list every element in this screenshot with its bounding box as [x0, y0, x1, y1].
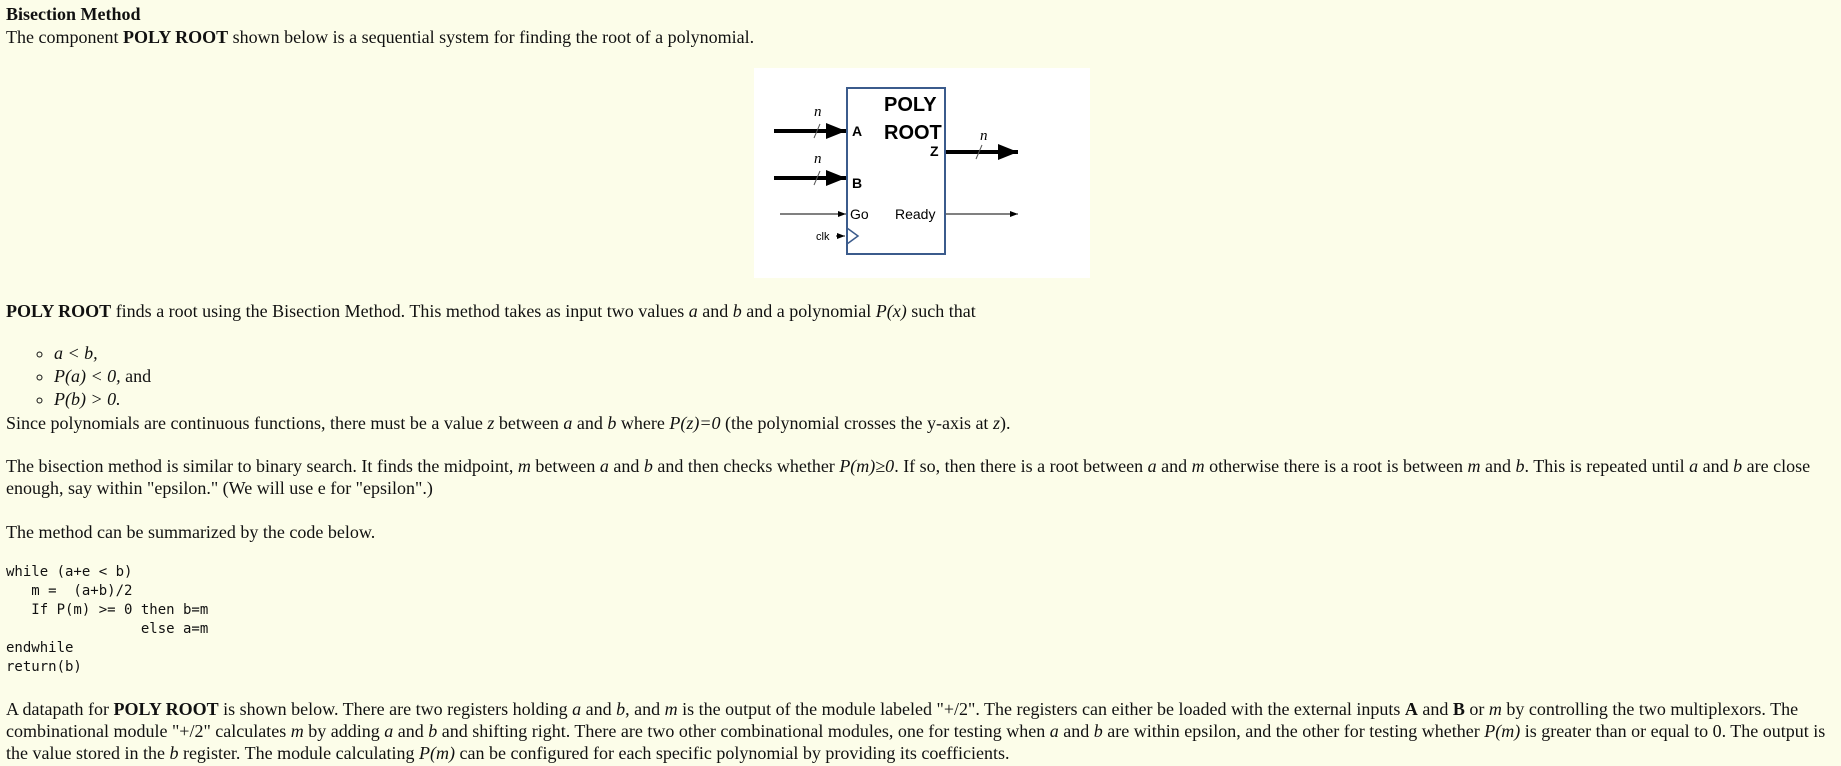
text-run: where: [616, 413, 670, 433]
var-a: a: [1147, 456, 1157, 476]
datapath-paragraph: [6, 698, 1836, 764]
text-run: and: [1156, 456, 1192, 476]
input-a-width-label: n: [814, 104, 822, 120]
intro-paragraph: [6, 26, 754, 48]
input-b-name: B: [1452, 699, 1465, 719]
bisection-description-paragraph: [6, 455, 1836, 499]
text-run: . If so, then there is a root between: [894, 456, 1148, 476]
text-run: or: [1464, 699, 1489, 719]
text-run: and a polynomial: [741, 301, 876, 321]
input-b-width-label: n: [814, 151, 822, 167]
output-z-width-label: n: [980, 128, 988, 144]
var-z: z: [992, 413, 1000, 433]
var-b: b: [169, 743, 179, 763]
var-b: b: [1093, 721, 1103, 741]
port-go-label: Go: [850, 206, 869, 222]
condition-suffix: and: [120, 366, 152, 386]
text-run: and: [1480, 456, 1516, 476]
text-run: and: [572, 413, 608, 433]
text-run: and: [393, 721, 429, 741]
var-a: a: [563, 413, 573, 433]
var-m: m: [664, 699, 678, 719]
text-run: , and: [625, 699, 665, 719]
block-title-line1: POLY: [884, 94, 937, 116]
text-run: can be configured for each specific polynomial by providing its coefficients.: [455, 743, 1010, 763]
text-run: are within epsilon, and the other for testing whether: [1102, 721, 1485, 741]
text-run: are close enough, say within "epsilon." (We will use e for "epsilon".): [6, 456, 1811, 498]
text-run: finds a root using the Bisection Method. This method takes as input two values: [111, 301, 689, 321]
intro-component-name: POLY ROOT: [122, 27, 229, 47]
var-b: b: [1515, 456, 1525, 476]
text-run: and: [581, 699, 617, 719]
var-a: a: [688, 301, 698, 321]
clk-label: clk: [816, 231, 830, 243]
var-a: a: [599, 456, 609, 476]
text-run: by adding: [303, 721, 385, 741]
var-b: b: [732, 301, 742, 321]
block-title-line2: ROOT: [884, 122, 942, 144]
port-ready-label: Ready: [895, 206, 936, 222]
conditions-list: [6, 342, 151, 411]
text-run: and: [1417, 699, 1453, 719]
method-intro-paragraph: [6, 300, 976, 322]
expr-pm: P(m): [1484, 721, 1521, 741]
var-m: m: [1191, 456, 1205, 476]
list-item: [54, 388, 151, 411]
text-run: between: [530, 456, 600, 476]
port-b-label: B: [852, 175, 863, 191]
text-run: and then checks whether: [652, 456, 840, 476]
text-run: by controlling the two multiplexors. The combinational module "+/2" calculates: [6, 699, 1799, 741]
text-run: and: [1058, 721, 1094, 741]
expr-pm: P(m)≥0: [839, 456, 895, 476]
page-title: Bisection Method: [6, 4, 141, 24]
list-item: [54, 365, 151, 388]
text-run: (the polynomial crosses the y-axis at: [720, 413, 993, 433]
expr-pz: P(z)=0: [669, 413, 721, 433]
component-name: POLY ROOT: [6, 301, 112, 321]
var-b: b: [643, 456, 653, 476]
poly-px: P(x): [875, 301, 907, 321]
text-run: is greater than or equal to 0. The output is the value stored in the: [6, 721, 1826, 763]
text-run: . This is repeated until: [1524, 456, 1690, 476]
continuity-paragraph: [6, 412, 1010, 434]
input-a-name: A: [1404, 699, 1418, 719]
text-run: is shown below. There are two registers holding: [218, 699, 573, 719]
text-run: ).: [999, 413, 1011, 433]
var-a: a: [572, 699, 582, 719]
var-b: b: [616, 699, 626, 719]
code-intro-paragraph: The method can be summarized by the code below.: [6, 522, 376, 542]
var-b: b: [1733, 456, 1743, 476]
var-b: b: [428, 721, 438, 741]
intro-text: The component: [6, 27, 123, 47]
port-z-label: Z: [930, 143, 939, 159]
var-a: a: [384, 721, 394, 741]
list-item: [54, 342, 151, 365]
intro-text-end: shown below is a sequential system for finding the root of a polynomial.: [228, 27, 755, 47]
condition-expr: a < b,: [54, 343, 98, 363]
text-run: Since polynomials are continuous functions, there must be a value: [6, 413, 488, 433]
var-a: a: [1689, 456, 1699, 476]
var-m: m: [290, 721, 304, 741]
text-run: such that: [906, 301, 976, 321]
port-a-label: A: [852, 123, 863, 139]
condition-expr: P(a) < 0,: [54, 366, 121, 386]
pseudocode-block: while (a+e < b) m = (a+b)/2 If P(m) >= 0 then b=m else a=m endwhile return(b): [6, 564, 209, 675]
text-run: A datapath for: [6, 699, 114, 719]
text-run: and: [1698, 456, 1734, 476]
poly-root-block-diagram: [754, 68, 1090, 278]
text-run: is the output of the module labeled "+/2". The registers can either be loaded with the external inputs: [677, 699, 1405, 719]
var-m: m: [1488, 699, 1502, 719]
text-run: and shifting right. There are two other combinational modules, one for testing when: [437, 721, 1050, 741]
var-b: b: [607, 413, 617, 433]
text-run: register. The module calculating: [178, 743, 420, 763]
var-a: a: [1049, 721, 1059, 741]
component-name: POLY ROOT: [113, 699, 219, 719]
text-run: and: [697, 301, 733, 321]
condition-expr: P(b) > 0.: [54, 389, 121, 409]
var-m: m: [1467, 456, 1481, 476]
var-m: m: [517, 456, 531, 476]
text-run: between: [494, 413, 564, 433]
text-run: otherwise there is a root is between: [1204, 456, 1468, 476]
text-run: and: [608, 456, 644, 476]
text-run: The bisection method is similar to binary search. It finds the midpoint,: [6, 456, 518, 476]
var-z: z: [487, 413, 495, 433]
expr-pm: P(m): [419, 743, 456, 763]
